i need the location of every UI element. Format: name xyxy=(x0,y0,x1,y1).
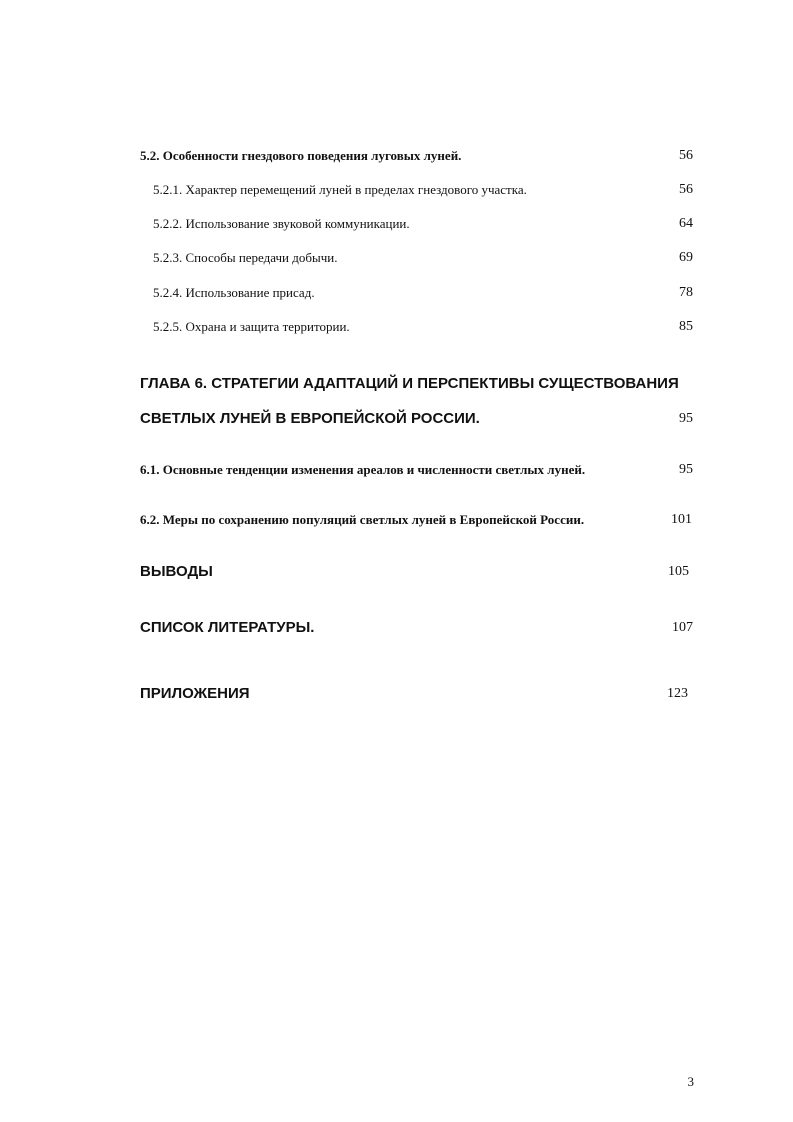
toc-title: 6.1. Основные тенденции изменения ареалов и численности светлых луней. xyxy=(140,462,586,477)
chapter-title-line-2: СВЕТЛЫХ ЛУНЕЙ В ЕВРОПЕЙСКОЙ РОССИИ. xyxy=(140,410,480,427)
toc-title: 5.2. Особенности гнездового поведения луговых луней. xyxy=(140,148,462,163)
toc-title: 5.2.4. Использование присад. xyxy=(153,285,315,300)
toc-page-number: 105 xyxy=(668,564,689,579)
toc-entry-references[interactable] xyxy=(0,616,793,640)
toc-page-number: 69 xyxy=(679,250,693,265)
toc-page-number: 101 xyxy=(671,512,692,527)
toc-entry-5-2-4[interactable] xyxy=(0,281,793,305)
toc-page-number: 85 xyxy=(679,319,693,334)
toc-entry-5-2-5[interactable] xyxy=(0,315,793,339)
toc-entry-6-1[interactable] xyxy=(0,458,793,482)
toc-page-number: 56 xyxy=(679,148,693,163)
chapter-title-line-1: ГЛАВА 6. СТРАТЕГИИ АДАПТАЦИЙ И ПЕРСПЕКТИВЫ СУЩЕСТВОВАНИЯ xyxy=(140,375,679,392)
toc-title: 5.2.5. Охрана и защита территории. xyxy=(153,319,350,334)
toc-title: СПИСОК ЛИТЕРАТУРЫ. xyxy=(140,619,315,636)
toc-title: ПРИЛОЖЕНИЯ xyxy=(140,685,250,702)
toc-page-number: 95 xyxy=(679,411,693,426)
toc-page-number: 64 xyxy=(679,216,693,231)
toc-page-number: 95 xyxy=(679,462,693,477)
toc-page-number: 78 xyxy=(679,285,693,300)
toc-title: ВЫВОДЫ xyxy=(140,563,213,580)
toc-entry-5-2[interactable] xyxy=(0,144,793,168)
toc-entry-appendices[interactable] xyxy=(0,682,793,706)
toc-entry-6-2[interactable] xyxy=(0,508,793,532)
page-number: 3 xyxy=(687,1074,694,1089)
toc-entry-5-2-3[interactable] xyxy=(0,246,793,270)
toc-chapter-6-heading[interactable] xyxy=(0,372,793,396)
toc-entry-5-2-2[interactable] xyxy=(0,212,793,236)
toc-page-number: 107 xyxy=(672,620,693,635)
toc-entry-5-2-1[interactable] xyxy=(0,178,793,202)
toc-title: 5.2.2. Использование звуковой коммуникации. xyxy=(153,216,410,231)
toc-chapter-6-heading-cont[interactable] xyxy=(0,407,793,431)
toc-page-number: 123 xyxy=(667,686,688,701)
toc-title: 5.2.1. Характер перемещений луней в пределах гнездового участка. xyxy=(153,182,527,197)
toc-page-number: 56 xyxy=(679,182,693,197)
toc-entry-conclusions[interactable] xyxy=(0,560,793,584)
toc-title: 5.2.3. Способы передачи добычи. xyxy=(153,250,338,265)
toc-title: 6.2. Меры по сохранению популяций светлых луней в Европейской России. xyxy=(140,512,585,527)
